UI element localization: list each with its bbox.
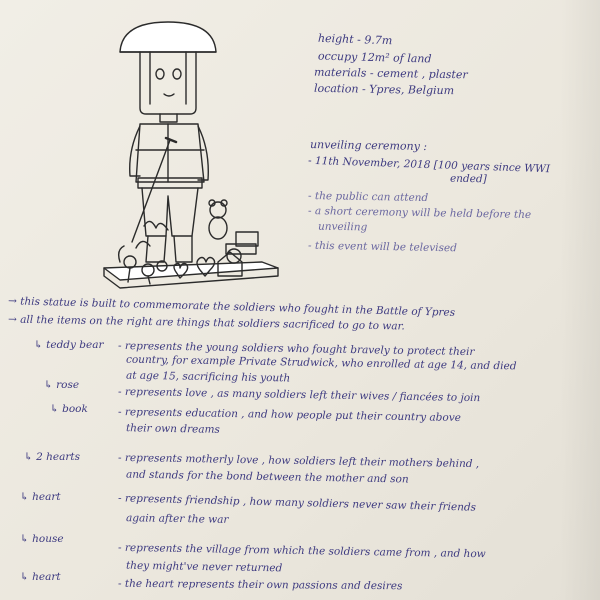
item-teddy-line-2: country, for example Private Strudwick, who enrolled at age 14, and died xyxy=(125,353,517,373)
item-label-rose: ↳ rose xyxy=(44,379,80,391)
item-heart-2-line-1: - the heart represents their own passions and desires xyxy=(117,577,403,593)
item-2-hearts-line-2: and stands for the bond between the mother and son xyxy=(125,468,409,486)
ceremony-bullet-2a: - a short ceremony will be held before the xyxy=(307,205,532,221)
intro-line-2: → all the items on the right are things that soldiers sacrificed to go to war. xyxy=(7,313,405,333)
spec-height: height - 9.7m xyxy=(317,31,393,48)
item-rose-line-1: - represents love , as many soldiers left their wives / fiancées to join xyxy=(117,385,481,405)
item-teddy-line-1: - represents the young soldiers who fought bravely to protect their xyxy=(117,339,475,359)
item-house-line-1: - represents the village from which the soldiers came from , and how xyxy=(117,541,486,561)
ceremony-date-line2: ended] xyxy=(449,172,487,186)
page-shadow xyxy=(560,0,600,600)
item-label-teddy-bear: ↳ teddy bear xyxy=(34,339,104,351)
item-teddy-line-3: at age 15, sacrificing his youth xyxy=(125,369,291,385)
ceremony-bullet-3: - this event will be televised xyxy=(307,239,458,255)
item-label-house: ↳ house xyxy=(20,533,64,545)
ceremony-bullet-1: - the public can attend xyxy=(307,189,429,205)
spec-location: location - Ypres, Belgium xyxy=(313,81,455,98)
item-2-hearts-line-1: - represents motherly love , how soldiers left their mothers behind , xyxy=(117,451,480,471)
spec-materials: materials - cement , plaster xyxy=(313,65,468,82)
item-book-line-1: - represents education , and how people put their country above xyxy=(117,406,462,424)
ceremony-date-line1: - 11th November, 2018 [100 years since WWI xyxy=(307,154,551,176)
item-heart-line-1: - represents friendship , how many soldiers never saw their friends xyxy=(117,492,477,514)
intro-line-1: → this statue is built to commemorate the soldiers who fought in the Battle of Ypres xyxy=(7,295,456,319)
item-label-2-hearts: ↳ 2 hearts xyxy=(24,451,81,463)
spec-occupy: occupy 12m² of land xyxy=(317,49,432,66)
item-heart-line-2: again after the war xyxy=(125,512,229,526)
item-label-book: ↳ book xyxy=(50,403,88,415)
item-label-heart-2: ↳ heart xyxy=(20,571,61,583)
ceremony-bullet-2b: unveiling xyxy=(317,220,368,234)
item-book-line-2: their own dreams xyxy=(125,422,220,436)
ceremony-title: unveiling ceremony : xyxy=(309,137,428,154)
item-house-line-2: they might've never returned xyxy=(125,559,283,575)
item-label-heart: ↳ heart xyxy=(20,491,61,503)
